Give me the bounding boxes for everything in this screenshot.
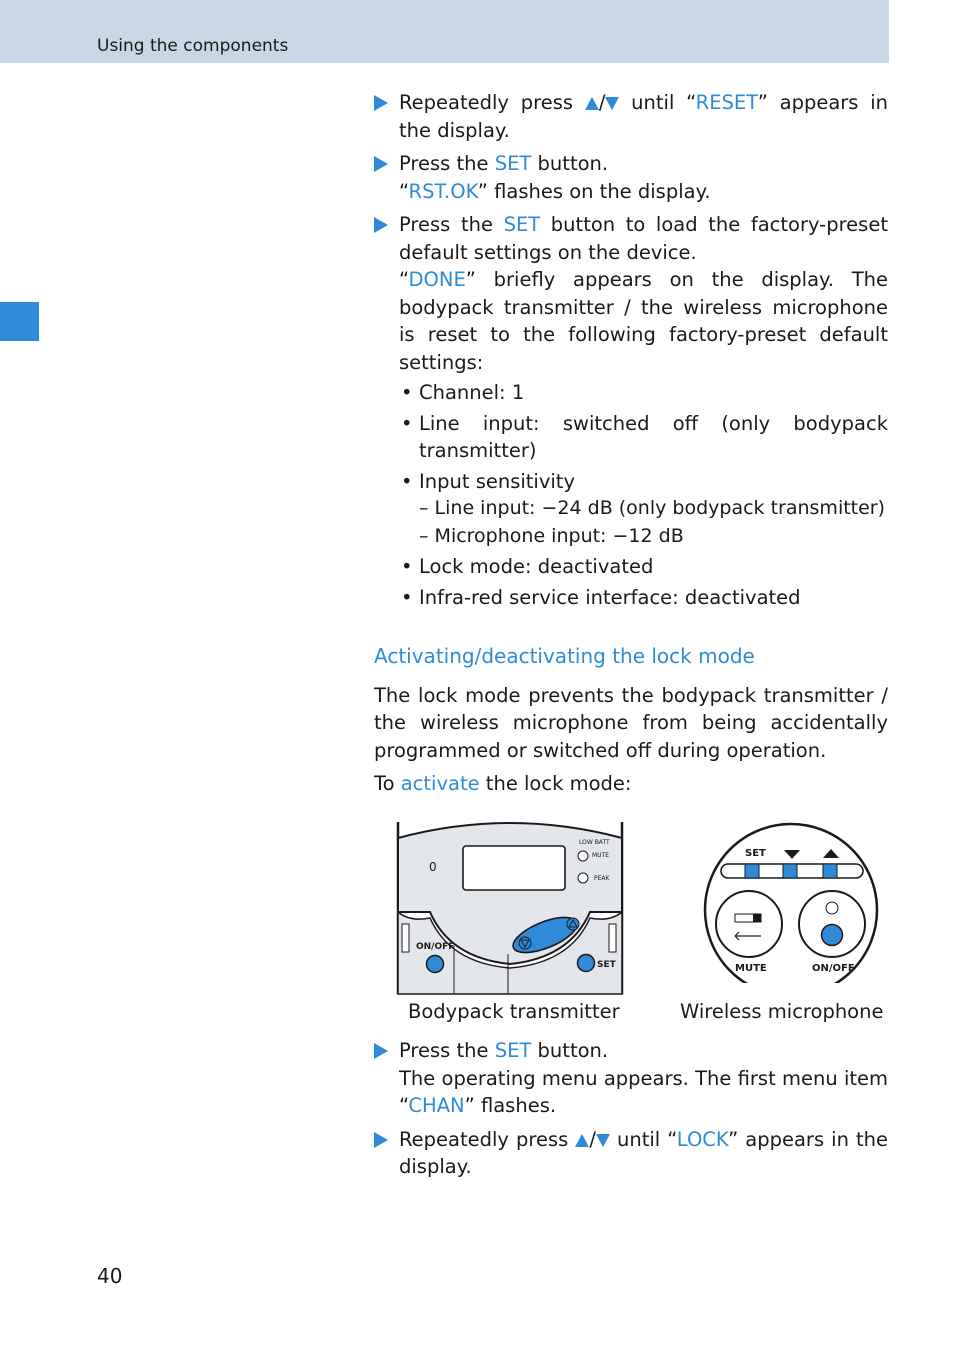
bodypack-transmitter-illustration <box>398 822 622 998</box>
section-heading: Activating/deactivating the lock mode <box>374 644 755 668</box>
button-term: SET <box>503 213 541 236</box>
settings-list <box>374 379 888 611</box>
svg-text:LOW BATT: LOW BATT <box>579 839 610 846</box>
list-item: • Lock mode: deactivated <box>401 555 654 578</box>
peak-led <box>578 873 588 883</box>
triangle-right-icon <box>374 217 388 233</box>
svg-text:MUTE: MUTE <box>735 963 767 974</box>
display-term: LOCK <box>676 1127 729 1151</box>
chapter-tab-marker <box>0 302 39 341</box>
device-figure <box>390 818 890 998</box>
activate-line: To activate the lock mode: <box>374 772 632 795</box>
sub-list-item: – Line input: −24 dB (only bodypack transmitter) <box>419 497 886 519</box>
svg-text:ON/OFF: ON/OFF <box>416 942 455 952</box>
display-term: CHAN <box>408 1094 465 1117</box>
mic-down-key[interactable] <box>783 864 797 878</box>
list-item: • Input sensitivity <box>401 469 575 493</box>
arrow-down-icon <box>605 97 619 110</box>
bodypack-caption: Bodypack transmitter <box>408 1000 620 1023</box>
triangle-right-icon <box>374 1132 388 1148</box>
set-button[interactable] <box>578 955 595 972</box>
step-repeat-reset: Repeatedly press / until “RESET” appears in the display. <box>374 89 888 144</box>
svg-text:0: 0 <box>429 860 437 874</box>
step-press-set-rstok: Press the SET button. “RST.OK” flashes on the display. <box>374 150 888 205</box>
arrow-down-icon <box>596 1134 610 1147</box>
display-term: RESET <box>695 91 758 114</box>
step-press-set-chan: Press the SET button. The operating menu appears. The first menu item “CHAN” flashes. <box>374 1037 888 1120</box>
sub-list-item: – Microphone input: −12 dB <box>419 524 684 547</box>
mic-up-key[interactable] <box>823 864 837 878</box>
bodypack-display <box>463 846 565 890</box>
svg-text:SET: SET <box>597 960 616 970</box>
list-item: • Line input: switched off (only bodypack transmitter) <box>401 411 888 462</box>
running-header: Using the components <box>97 36 289 56</box>
lock-section <box>374 643 888 798</box>
lock-intro-paragraph: The lock mode prevents the bodypack transmitter / the wireless microphone from being accidentally programmed or switched off during operation. <box>374 683 888 762</box>
display-term: DONE <box>408 268 466 291</box>
svg-text:SET: SET <box>745 848 766 859</box>
bottom-steps <box>374 1037 888 1181</box>
on-off-button[interactable] <box>427 956 444 973</box>
button-term: SET <box>494 1039 532 1062</box>
arrow-up-icon <box>585 97 599 110</box>
svg-text:MUTE: MUTE <box>592 852 610 859</box>
list-item: • Infra-red service interface: deactivated <box>401 585 801 609</box>
step-press-set-load: Press the SET button to load the factory-preset default settings on the device. “DONE” briefly appears on the display. The bodypack transmitter / the wireless microphone is reset to the following factory-preset default settings: <box>374 211 888 376</box>
mic-set-key[interactable] <box>745 864 759 878</box>
page-number: 40 <box>97 1264 123 1288</box>
low-batt-led <box>578 851 588 861</box>
mic-led <box>826 902 838 914</box>
wireless-microphone-illustration <box>696 824 886 998</box>
arrow-up-icon <box>575 1134 589 1147</box>
triangle-right-icon <box>374 1043 388 1059</box>
top-steps <box>374 89 888 611</box>
button-term: SET <box>494 152 532 175</box>
triangle-right-icon <box>374 156 388 172</box>
triangle-right-icon <box>374 95 388 111</box>
svg-text:PEAK: PEAK <box>594 875 610 882</box>
mic-on-off-button[interactable] <box>822 925 843 946</box>
microphone-caption: Wireless microphone <box>680 1000 884 1023</box>
svg-text:ON/OFF: ON/OFF <box>812 963 855 974</box>
step-repeat-lock: Repeatedly press / until “LOCK” appears in the display. <box>374 1126 888 1181</box>
list-item: • Channel: 1 <box>401 381 525 404</box>
display-term: RST.OK <box>408 179 478 203</box>
